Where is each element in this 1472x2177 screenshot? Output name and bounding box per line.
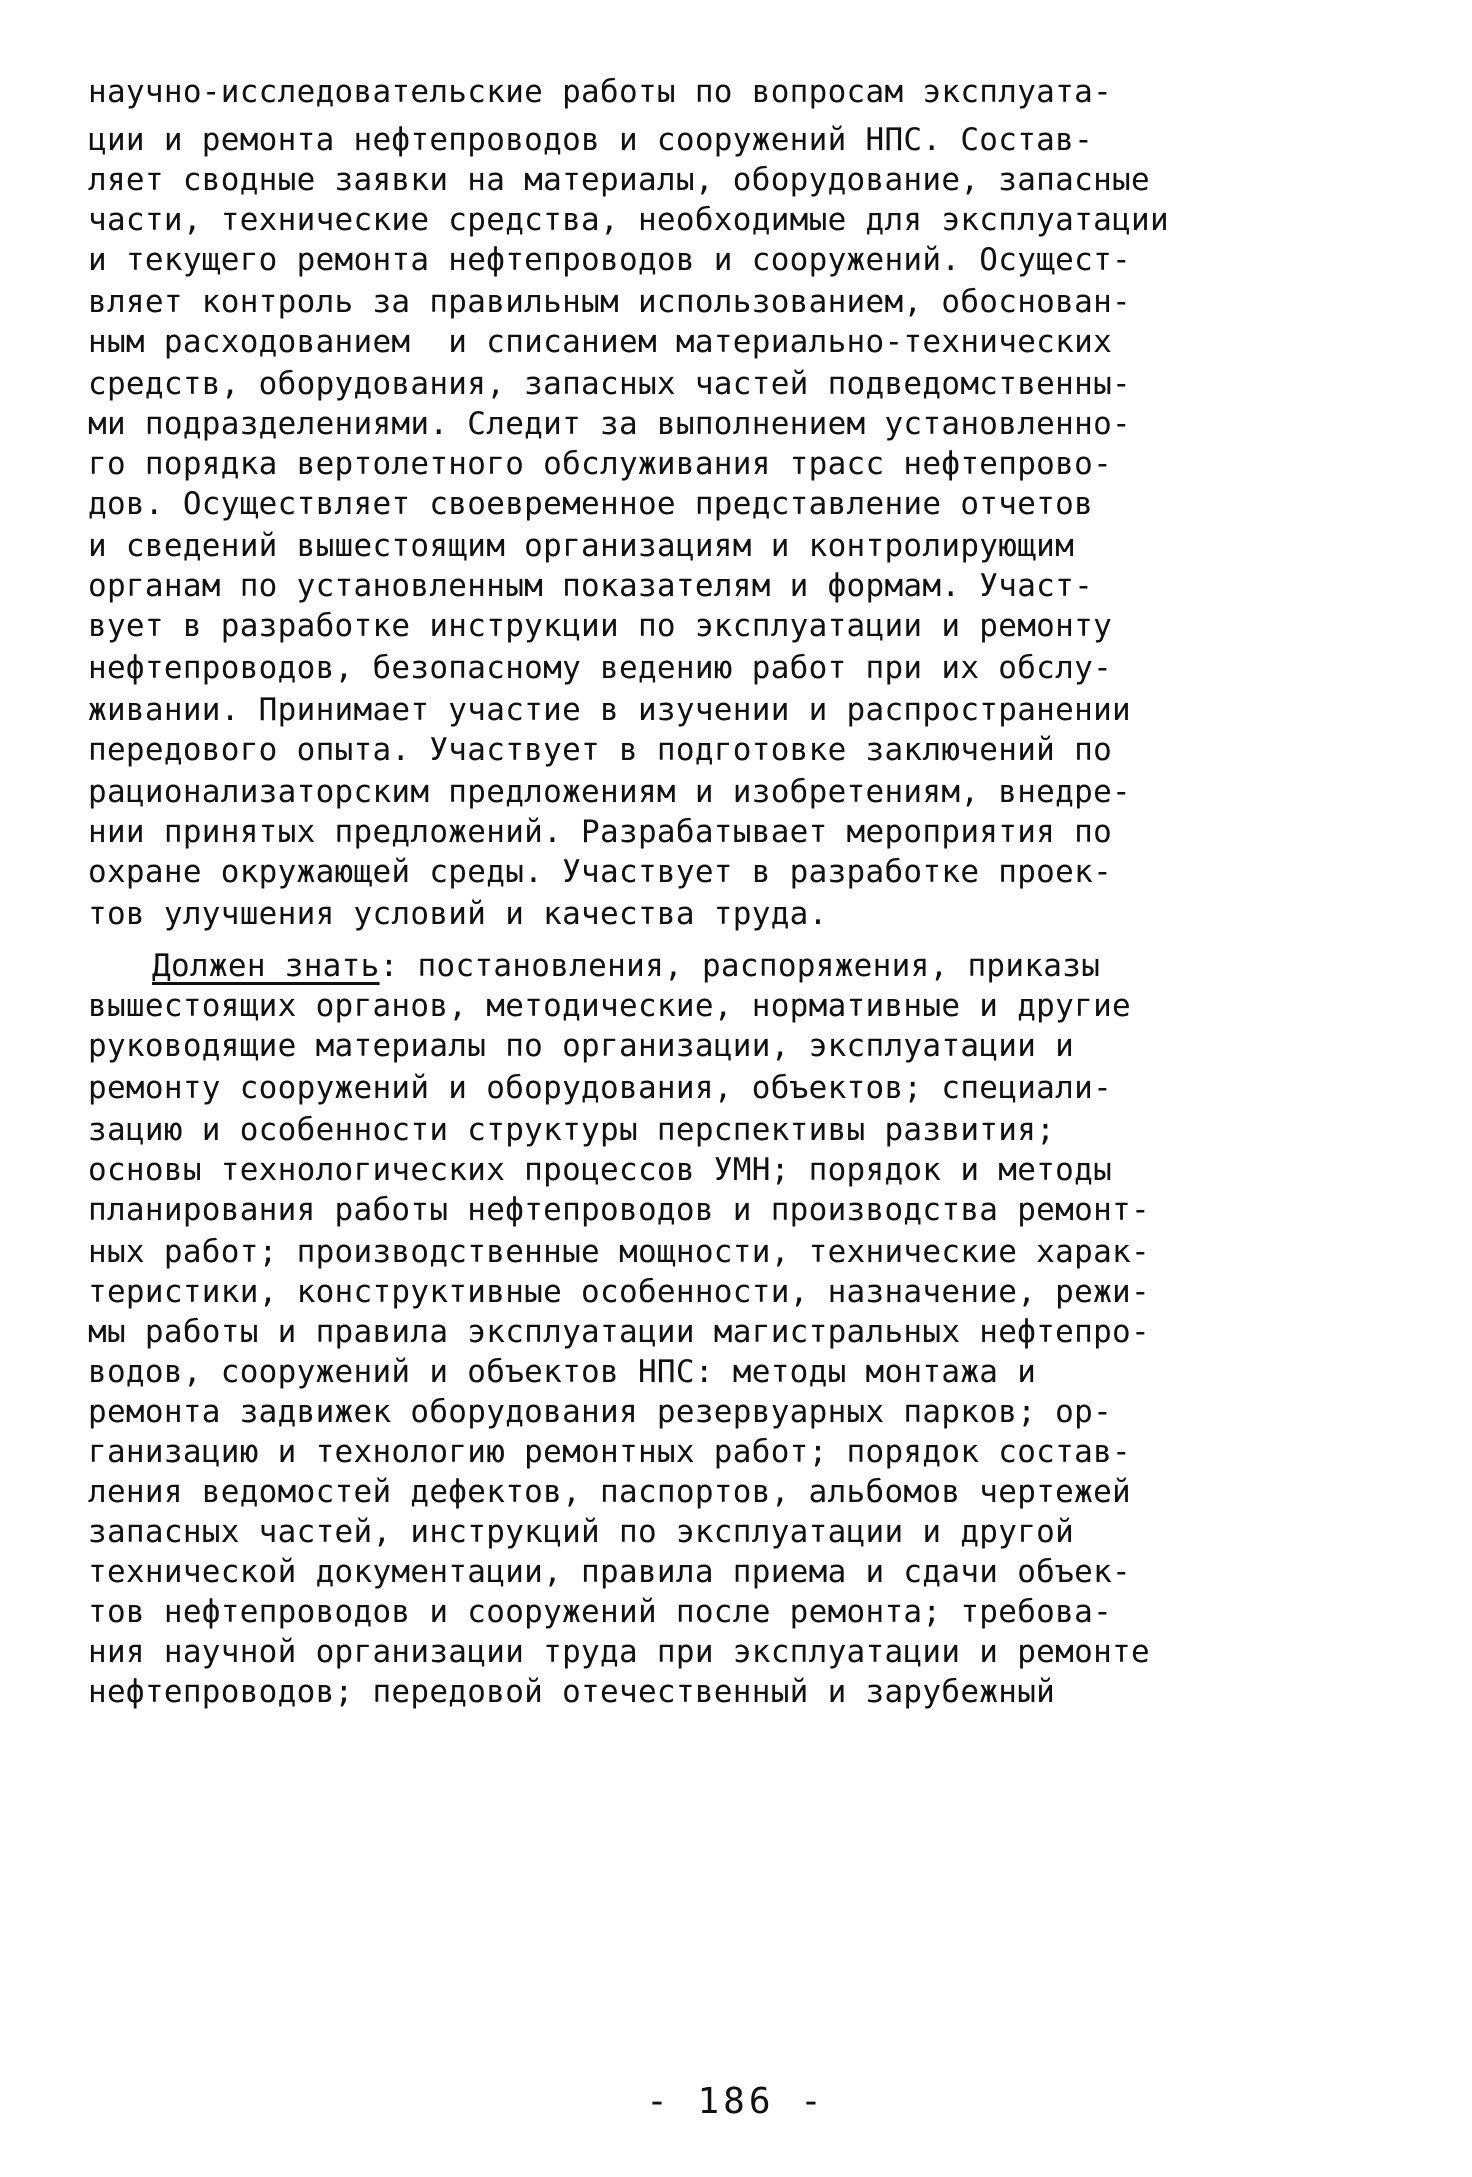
text-line [152, 946, 1100, 990]
text-line: основы технологических процессов УМН; порядок и методы [88, 1152, 1113, 1188]
text-line: и сведений вышестоящим организациям и контролирующим [88, 528, 1075, 564]
text-line: технической документации, правила приема и сдачи объек- [88, 1554, 1131, 1590]
page-number: - 186 - [646, 2081, 826, 2122]
text-line: ми подразделениями. Следит за выполнением установленно- [88, 406, 1131, 442]
text-line: руководящие материалы по организации, эксплуатации и [88, 1028, 1075, 1064]
heading-colon: : [379, 948, 399, 984]
text-line: вляет контроль за правильным использованием, обоснован- [88, 284, 1131, 320]
text-line: тов улучшения условий и качества труда. [88, 896, 828, 932]
text-line: части, технические средства, необходимые для эксплуатации [88, 202, 1169, 238]
section-heading: Должен знать [152, 948, 380, 984]
text-line: ным расходованием и списанием материально-технических [88, 324, 1113, 360]
text-line: вышестоящих органов, методические, нормативные и другие [88, 988, 1131, 1024]
text-line: ных работ; производственные мощности, технические харак- [88, 1234, 1150, 1270]
text-line: передового опыта. Участвует в подготовке заключений по [88, 732, 1113, 768]
text-line: органам по установленным показателям и формам. Участ- [88, 568, 1094, 604]
text-line: охране окружающей среды. Участвует в разработке проек- [88, 854, 1113, 890]
text-line: запасных частей, инструкций по эксплуатации и другой [88, 1514, 1075, 1550]
text-line: нии принятых предложений. Разрабатывает мероприятия по [88, 814, 1113, 850]
text-line: ремонту сооружений и оборудования, объектов; специали- [88, 1070, 1113, 1106]
text-line: нефтепроводов; передовой отечественный и зарубежный [88, 1674, 1056, 1710]
text-line: ления ведомостей дефектов, паспортов, альбомов чертежей [88, 1474, 1131, 1510]
text-line: средств, оборудования, запасных частей подведомственны- [88, 366, 1131, 402]
text-line: теристики, конструктивные особенности, назначение, режи- [88, 1274, 1150, 1310]
text-line: го порядка вертолетного обслуживания трасс нефтепрово- [88, 446, 1113, 482]
text-line: тов нефтепроводов и сооружений после ремонта; требова- [88, 1594, 1113, 1630]
text-line: планирования работы нефтепроводов и производства ремонт- [88, 1192, 1150, 1228]
text-line: ния научной организации труда при эксплуатации и ремонте [88, 1634, 1150, 1670]
text-line: ляет сводные заявки на материалы, оборудование, запасные [88, 162, 1150, 198]
text-line: ремонта задвижек оборудования резервуарных парков; ор- [88, 1394, 1113, 1430]
text-line: дов. Осуществляет своевременное представление отчетов [88, 486, 1094, 522]
text-line: и текущего ремонта нефтепроводов и сооружений. Осущест- [88, 242, 1131, 278]
text-line: зацию и особенности структуры перспективы развития; [88, 1112, 1056, 1148]
text-line: мы работы и правила эксплуатации магистральных нефтепро- [88, 1314, 1150, 1350]
text-line: ганизацию и технологию ремонтных работ; порядок состав- [88, 1434, 1131, 1470]
text-line: нефтепроводов, безопасному ведению работ при их обслу- [88, 650, 1113, 686]
text-line-rest: постановления, распоряжения, приказы [398, 948, 1101, 984]
text-line: водов, сооружений и объектов НПС: методы монтажа и [88, 1354, 1037, 1390]
text-line: живании. Принимает участие в изучении и распространении [88, 692, 1131, 728]
text-line: научно-исследовательские работы по вопросам эксплуата- [88, 74, 1113, 110]
text-line: ции и ремонта нефтепроводов и сооружений НПС. Состав- [88, 122, 1094, 158]
text-line: рационализаторским предложениям и изобретениям, внедре- [88, 774, 1131, 810]
text-line: вует в разработке инструкции по эксплуатации и ремонту [88, 608, 1113, 644]
